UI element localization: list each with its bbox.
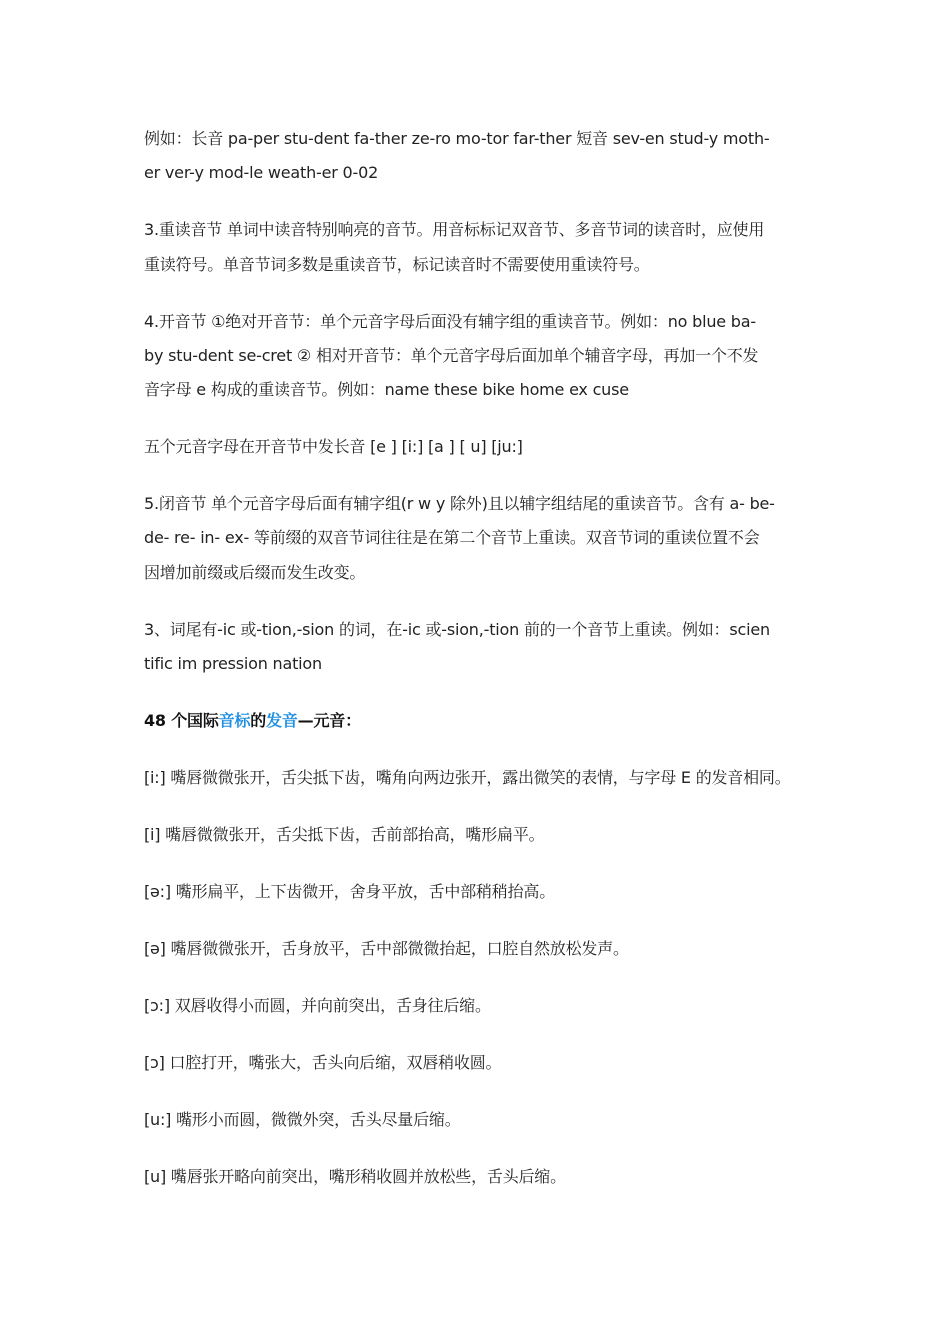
heading-text: 的 <box>250 711 267 730</box>
vowel-item: [u] 嘴唇张开略向前突出，嘴形稍收圆并放松些，舌头后缩。 <box>144 1167 566 1186</box>
phonetic-symbol-link[interactable]: 音标 <box>218 711 251 730</box>
vowel-item: [ə] 嘴唇微微张开，舌身放平，舌中部微微抬起，口腔自然放松发声。 <box>144 939 629 958</box>
heading-text: 48 个国际 <box>144 711 219 730</box>
text-line: de- re- in- ex- 等前缀的双音节词往往是在第二个音节上重读。双音节词的重读位置不会 <box>144 528 760 547</box>
text-line: 3.重读音节 单词中读音特别响亮的音节。用音标标记双音节、多音节词的读音时，应使用 <box>144 220 765 239</box>
pronunciation-link[interactable]: 发音 <box>266 711 298 730</box>
text-line: 因增加前缀或后缀而发生改变。 <box>144 563 366 582</box>
vowel-item: [ɔ:] 双唇收得小而圆，并向前突出，舌身往后缩。 <box>144 996 491 1015</box>
text-line: 例如：长音 pa-per stu-dent fa-ther ze-ro mo-tor far-ther 短音 sev-en stud-y moth- <box>144 129 770 148</box>
vowel-item: [i] 嘴唇微微张开，舌尖抵下齿，舌前部抬高，嘴形扁平。 <box>144 825 545 844</box>
text-line: by stu-dent se-cret ② 相对开音节：单个元音字母后面加单个辅音字母，再加一个不发 <box>144 346 759 365</box>
heading-text: —元音： <box>297 711 361 730</box>
text-line: 4.开音节 ①绝对开音节：单个元音字母后面没有辅字组的重读音节。例如：no blue ba- <box>144 312 756 331</box>
text-line: 5.闭音节 单个元音字母后面有辅字组(r w y 除外)且以辅字组结尾的重读音节。含有 a- be- <box>144 494 775 513</box>
section-heading <box>144 711 361 731</box>
text-line: er ver-y mod-le weath-er 0-02 <box>144 163 379 182</box>
text-line: 重读符号。单音节词多数是重读音节，标记读音时不需要使用重读符号。 <box>144 255 650 274</box>
text-line: 音字母 e 构成的重读音节。例如：name these bike home ex cuse <box>144 380 629 399</box>
text-line: 3、词尾有-ic 或-tion,-sion 的词，在-ic 或-sion,-tion 前的一个音节上重读。例如：scien <box>144 620 770 639</box>
vowel-item: [ɔ] 口腔打开，嘴张大，舌头向后缩，双唇稍收圆。 <box>144 1053 502 1072</box>
vowel-item: [i:] 嘴唇微微张开，舌尖抵下齿，嘴角向两边张开，露出微笑的表情，与字母 E 的发音相同。 <box>144 768 791 787</box>
vowel-item: [ə:] 嘴形扁平，上下齿微开，舍身平放，舌中部稍稍抬高。 <box>144 882 556 901</box>
vowel-item: [u:] 嘴形小而圆，微微外突，舌头尽量后缩。 <box>144 1110 461 1129</box>
text-line: 五个元音字母在开音节中发长音 [e ] [i:] [a ] [ u] [ju:] <box>144 437 523 456</box>
text-line: tific im pression nation <box>144 654 322 673</box>
